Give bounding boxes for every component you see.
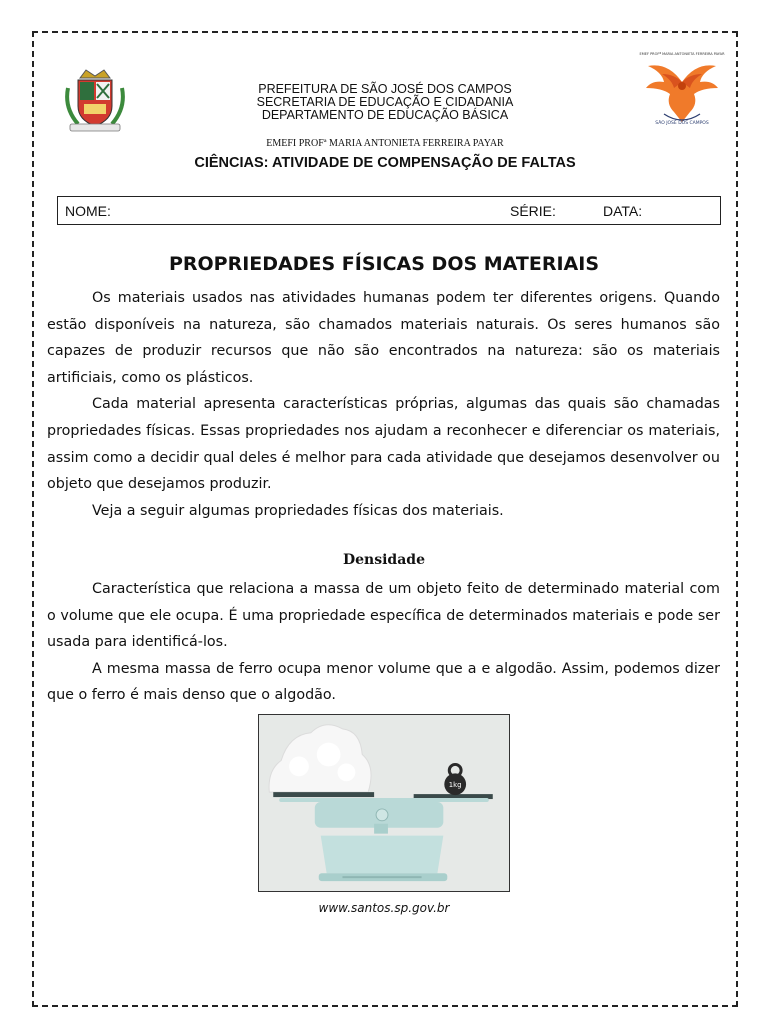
header-line-secretaria: SECRETARIA DE EDUCAÇÃO E CIDADANIA — [256, 95, 514, 109]
image-caption: www.santos.sp.gov.br — [318, 901, 450, 915]
city-coat-of-arms-logo — [62, 68, 128, 134]
date-label: DATA: — [603, 203, 643, 219]
paragraph: Característica que relaciona a massa de um objeto feito de determinado material com o volume que ele ocupa. É uma propriedade específica de determinados materiais e pode ser usada para identificá-los. — [47, 581, 720, 651]
school-name: EMEFI PROFª MARIA ANTONIETA FERREIRA PAYAR — [266, 138, 504, 149]
header-line-prefeitura: PREFEITURA DE SÃO JOSÉ DOS CAMPOS — [258, 82, 512, 96]
subject-title: CIÊNCIAS: ATIVIDADE DE COMPENSAÇÃO DE FALTAS — [194, 155, 576, 171]
weight-label: 1kg — [448, 781, 462, 790]
name-label: NOME: — [65, 203, 111, 219]
serie-label: SÉRIE: — [510, 203, 556, 219]
paragraph: Os materiais usados nas atividades humanas podem ter diferentes origens. Quando estão disponíveis na natureza, são chamados materiais naturais. Os seres humanos são capazes de produzir recursos que não são encontrados na natureza: são os materiais artificiais, como os plásticos. — [47, 290, 720, 386]
paragraph: A mesma massa de ferro ocupa menor volume que a e algodão. Assim, podemos dizer que o ferro é mais denso que o algodão. — [47, 660, 720, 704]
header-line-departamento: DEPARTAMENTO DE EDUCAÇÃO BÁSICA — [261, 108, 509, 122]
student-info-box[interactable] — [57, 196, 721, 225]
balance-scale-image — [258, 714, 510, 892]
left-pan — [273, 792, 374, 797]
paragraph: Cada material apresenta características próprias, algumas das quais são chamadas propriedades físicas. Essas propriedades nos ajudam a reconhecer e diferenciar os materiais, assim como a decidir qual deles é melhor para cada atividade que desejamos desenvolver ou objeto que desejamos produzir. — [47, 396, 720, 493]
page-title: PROPRIEDADES FÍSICAS DOS MATERIAIS — [168, 253, 600, 275]
section-heading: Densidade — [343, 552, 425, 568]
intro-text — [47, 285, 720, 524]
header-block — [200, 83, 570, 122]
scale-illustration — [259, 715, 509, 891]
logo-text-bottom: SÃO JOSÉ DOS CAMPOS — [655, 121, 709, 126]
school-phoenix-logo — [640, 52, 724, 128]
logo-text-top: EMEF PROFª MARIA ANTONIETA FERREIRA PAYAR — [639, 52, 725, 56]
density-text — [47, 576, 720, 709]
paragraph: Veja a seguir algumas propriedades físicas dos materiais. — [92, 502, 504, 519]
